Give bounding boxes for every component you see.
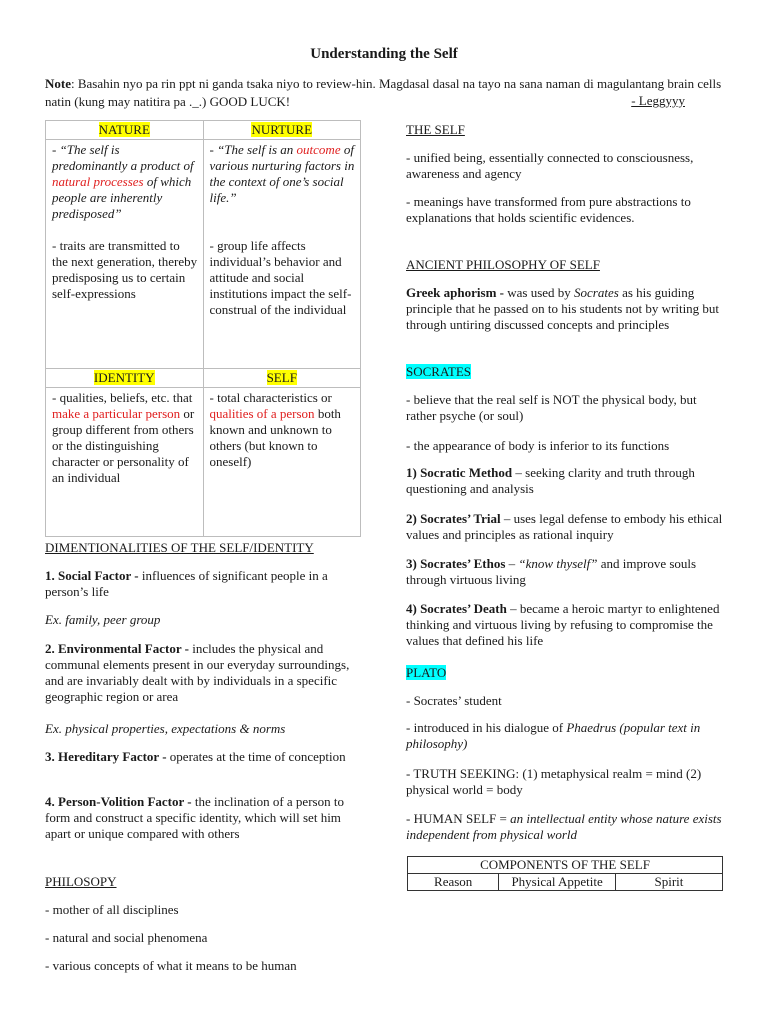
philosophy-item: - mother of all disciplines [45,902,179,917]
note-label: Note [45,76,71,91]
socrates-ethos: 3) Socrates’ Ethos – “know thyself” and improve souls through virtuous living [406,556,697,587]
identity-header-cell [46,369,204,388]
component-cell: Physical Appetite [499,874,616,891]
nurture-group-life: - group life affects individual’s behavior and attitude and social institutions impact the self-construal of the individual [209,238,352,317]
component-cell: Reason [408,874,499,891]
nurture-definition: - “The self is an outcome of various nurturing factors in the context of one’s social life.” [209,142,355,205]
philosophy-item: - various concepts of what it means to be human [45,958,297,973]
socrates-death: 4) Socrates’ Death – became a heroic martyr to enlightened thinking and virtuous living by refusing to compromise the values that defined his life [406,601,720,648]
philosophy-heading: PHILOSOPY [45,874,117,889]
nurture-cell [203,140,361,369]
self-header-cell [203,369,361,388]
socrates-item: - believe that the real self is NOT the physical body, but rather psyche (or soul) [406,392,697,423]
plato-item: - Socrates’ student [406,693,502,708]
nurture-header: NURTURE [251,122,313,137]
note-text: : Basahin nyo pa rin ppt ni ganda tsaka niyo to review-hin. Magdasal dasal na tayo na sana naman di magulantang brain cells natin (kung may natitira pa ._.) GOOD LUCK! [45,76,722,109]
component-cell: Spirit [615,874,722,891]
environmental-factor-example: Ex. physical properties, expectations & norms [45,721,286,736]
socrates-item: - the appearance of body is inferior to its functions [406,438,670,453]
self-definition: - total characteristics or qualities of a person both known and unknown to others (but known to oneself) [209,390,341,469]
dimensionalities-heading: DIMENTIONALITIES OF THE SELF/IDENTITY [45,540,314,555]
nurture-header-cell [203,121,361,140]
nature-cell [46,140,204,369]
person-volition-factor: 4. Person-Volition Factor - the inclination of a person to form and construct a specific identity, which will set him apart or unique compared with others [45,794,344,841]
nature-nurture-table [45,120,361,537]
components-header: COMPONENTS OF THE SELF [408,857,723,874]
note-paragraph [45,75,725,111]
plato-item: - HUMAN SELF = an intellectual entity whose nature exists independent from physical world [406,811,722,842]
plato-item: - introduced in his dialogue of Phaedrus (popular text in philosophy) [406,720,701,751]
self-header: SELF [266,370,297,385]
hereditary-factor: 3. Hereditary Factor - operates at the time of conception [45,749,346,764]
social-factor-example: Ex. family, peer group [45,612,161,627]
social-factor: 1. Social Factor - influences of significant people in a person’s life [45,568,328,599]
plato-heading: PLATO [406,665,447,680]
note-signature: - Leggyyy [631,93,685,108]
nature-header-cell [46,121,204,140]
page-title: Understanding the Self [310,46,458,62]
self-cell [203,388,361,537]
socrates-heading: SOCRATES [406,364,472,379]
ancient-philosophy-heading: ANCIENT PHILOSOPHY OF SELF [406,257,600,272]
socratic-method: 1) Socratic Method – seeking clarity and truth through questioning and analysis [406,465,695,496]
the-self-item: - meanings have transformed from pure abstractions to explanations that holds scientific evidences. [406,194,691,225]
plato-item: - TRUTH SEEKING: (1) metaphysical realm = mind (2) physical world = body [406,766,702,797]
the-self-item: - unified being, essentially connected to consciousness, awareness and agency [406,150,694,181]
components-table [407,856,723,891]
identity-cell [46,388,204,537]
identity-definition: - qualities, beliefs, etc. that make a particular person or group different from others or the distinguishing character or personality of an individual [52,390,195,485]
nature-traits: - traits are transmitted to the next generation, thereby predisposing us to certain self-expressions [52,238,198,301]
nature-header: NATURE [98,122,150,137]
identity-header: IDENTITY [93,370,155,385]
nature-definition: - “The self is predominantly a product of natural processes of which people are inherently predisposed” [52,142,194,221]
the-self-heading: THE SELF [406,122,465,137]
socrates-trial: 2) Socrates’ Trial – uses legal defense to embody his ethical values and principles as rational inquiry [406,511,723,542]
environmental-factor: 2. Environmental Factor - includes the physical and communal elements present in our everyday surroundings, and are invariably dealt with by individuals in a specific geographic region or area [45,641,350,704]
philosophy-item: - natural and social phenomena [45,930,208,945]
greek-aphorism: Greek aphorism - was used by Socrates as his guiding principle that he passed on to his students not by writing but through untiring discussed concepts and principles [406,285,720,332]
